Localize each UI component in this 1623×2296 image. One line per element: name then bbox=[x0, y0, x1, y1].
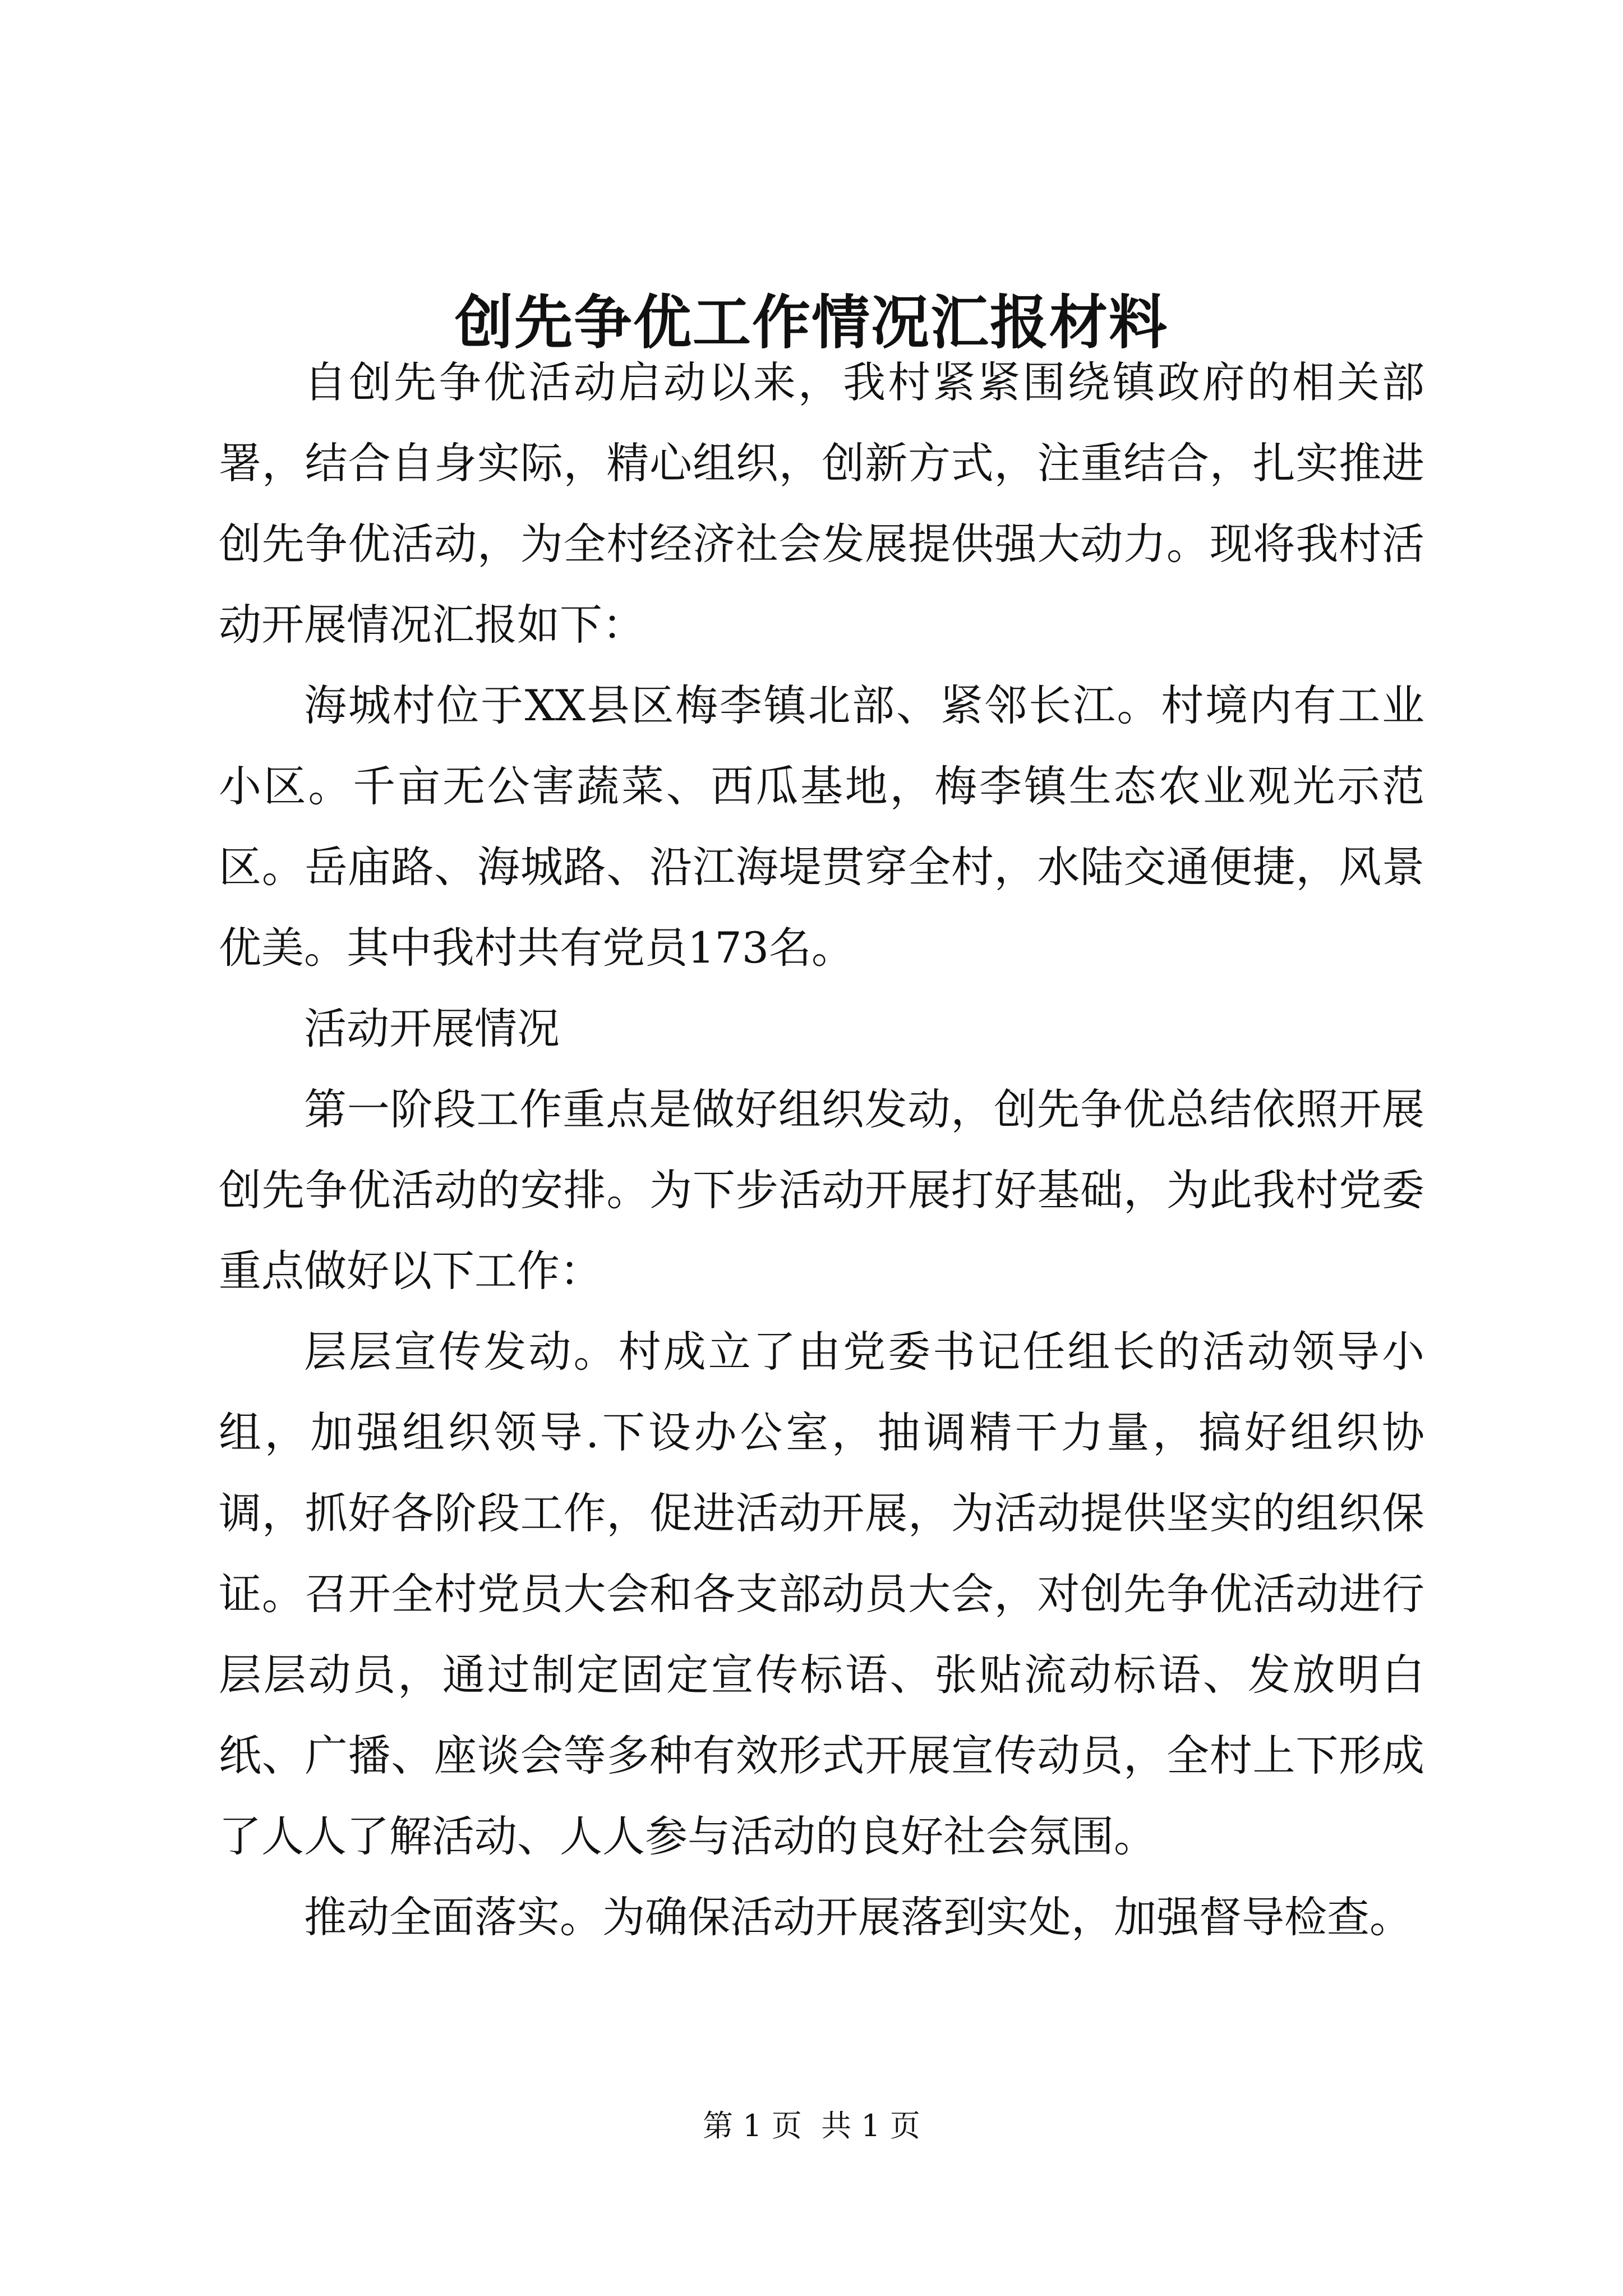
paragraph-village-overview: 海城村位于XX县区梅李镇北部、紧邻长江。村境内有工业小区。千亩无公害蔬菜、西瓜基地，梅李镇生态农业观光示范区。岳庙路、海城路、沿江海堤贯穿全村，水陆交通便捷，风景优美。其中我村共有党员173名。 bbox=[219, 680, 1424, 973]
page-number-label: 第 1 页 共 1 页 bbox=[703, 2108, 920, 2143]
section-heading-activity: 活动开展情况 bbox=[304, 1004, 560, 1053]
paragraph-implementation: 推动全面落实。为确保活动开展落到实处，加强督导检查。 bbox=[304, 1892, 1412, 1942]
document-body bbox=[219, 342, 1424, 1958]
paragraph-intro: 自创先争优活动启动以来，我村紧紧围绕镇政府的相关部署，结合自身实际，精心组织，创新方式，注重结合，扎实推进创先争优活动，为全村经济社会发展提供强大动力。现将我村活动开展情况汇报如下： bbox=[219, 357, 1424, 650]
document-title: 创先争优工作情况汇报材料 bbox=[454, 288, 1168, 357]
page-footer bbox=[0, 2104, 1623, 2148]
paragraph-first-stage: 第一阶段工作重点是做好组织发动，创先争优总结依照开展创先争优活动的安排。为下步活动开展打好基础，为此我村党委重点做好以下工作： bbox=[219, 1084, 1424, 1296]
paragraph-publicity: 层层宣传发动。村成立了由党委书记任组长的活动领导小组，加强组织领导.下设办公室，抽调精干力量，搞好组织协调，抓好各阶段工作，促进活动开展，为活动提供坚实的组织保证。召开全村党员大会和各支部动员大会，对创先争优活动进行层层动员，通过制定固定宣传标语、张贴流动标语、发放明白纸、广播、座谈会等多种有效形式开展宣传动员，全村上下形成了人人了解活动、人人参与活动的良好社会氛围。 bbox=[219, 1327, 1424, 1861]
